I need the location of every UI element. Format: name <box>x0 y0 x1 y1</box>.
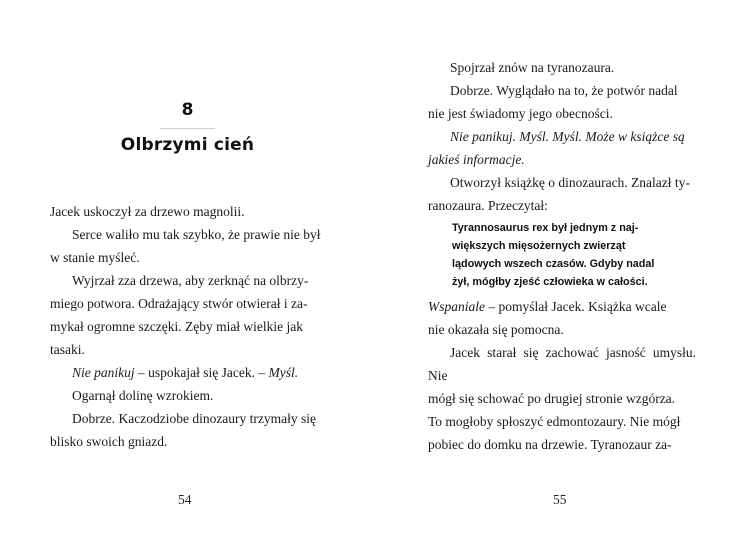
text-line: nie okazała się pomocna. <box>428 322 564 337</box>
text-line: Dobrze. Kaczodziobe dinozaury trzymały się <box>72 411 317 426</box>
text-line: blisko swoich gniazd. <box>50 434 168 449</box>
chapter-title: Olbrzymi cień <box>120 135 255 155</box>
paragraph <box>50 361 324 384</box>
text-line: Spojrzał znów na tyranozaura. <box>450 60 615 75</box>
text-line: Jacek uskoczył za drzewo magnolii. <box>50 204 245 219</box>
italic-text: jakieś informacje. <box>428 152 525 167</box>
paragraph <box>50 269 324 361</box>
text-line: mykał ogromne szczęki. Zęby miał wielkie jak <box>50 319 304 334</box>
left-page-body <box>50 200 324 453</box>
paragraph <box>50 407 324 453</box>
right-page-body-top <box>428 56 696 217</box>
text-line: miego potwora. Odrażający stwór otwierał i za- <box>50 296 308 311</box>
fact-line: żył, mógłby zjeść człowieka w całości. <box>452 276 648 288</box>
text-line: Otworzył książkę o dinozaurach. Znalazł ty- <box>450 175 690 190</box>
italic-text: Myśl. <box>268 365 299 380</box>
paragraph <box>428 341 696 456</box>
text-line: Wyjrzał zza drzewa, aby zerknąć na olbrzy- <box>72 273 309 288</box>
text-line: Jacek starał się zachować jasność umysłu. Nie <box>428 345 696 383</box>
text-line: – pomyślał Jacek. Książka wcale <box>485 299 667 314</box>
italic-text: Nie panikuj. Myśl. Myśl. Może w książce są <box>450 129 685 144</box>
right-page-body-bottom <box>428 295 696 456</box>
paragraph <box>428 171 696 217</box>
paragraph <box>428 79 696 125</box>
italic-text: Nie panikuj <box>72 365 135 380</box>
paragraph <box>428 56 696 79</box>
chapter-number: 8 <box>181 100 194 120</box>
fact-line: lądowych wszech czasów. Gdyby nadal <box>452 258 655 270</box>
text-line: mógł się schować po drugiej stronie wzgórza. <box>428 391 676 406</box>
paragraph <box>50 384 324 407</box>
text-line: w stanie myśleć. <box>50 250 140 265</box>
text-line: Dobrze. Wyglądało na to, że potwór nadal <box>450 83 678 98</box>
paragraph <box>428 125 696 171</box>
page-number-right: 55 <box>553 492 567 507</box>
text-line: – uspokajał się Jacek. – <box>134 365 269 380</box>
page-number-left: 54 <box>178 492 192 507</box>
dinosaur-fact-box <box>452 219 682 291</box>
text-line: pobiec do domku na drzewie. Tyranozaur za- <box>428 437 672 452</box>
paragraph <box>428 295 696 341</box>
paragraph <box>50 223 324 269</box>
text-line: To mogłoby spłoszyć edmontozaury. Nie mógł <box>428 414 681 429</box>
fact-line: większych mięsożernych zwierząt <box>452 240 626 252</box>
chapter-divider <box>160 128 215 129</box>
text-line: tasaki. <box>50 342 85 357</box>
fact-line: Tyrannosaurus rex był jednym z naj- <box>452 222 639 234</box>
text-line: ranozaura. Przeczytał: <box>428 198 548 213</box>
italic-text: Wspaniale <box>428 299 485 314</box>
paragraph <box>50 200 324 223</box>
text-line: Ogarnął dolinę wzrokiem. <box>72 388 214 403</box>
text-line: Serce waliło mu tak szybko, że prawie nie był <box>72 227 321 242</box>
text-line: nie jest świadomy jego obecności. <box>428 106 613 121</box>
